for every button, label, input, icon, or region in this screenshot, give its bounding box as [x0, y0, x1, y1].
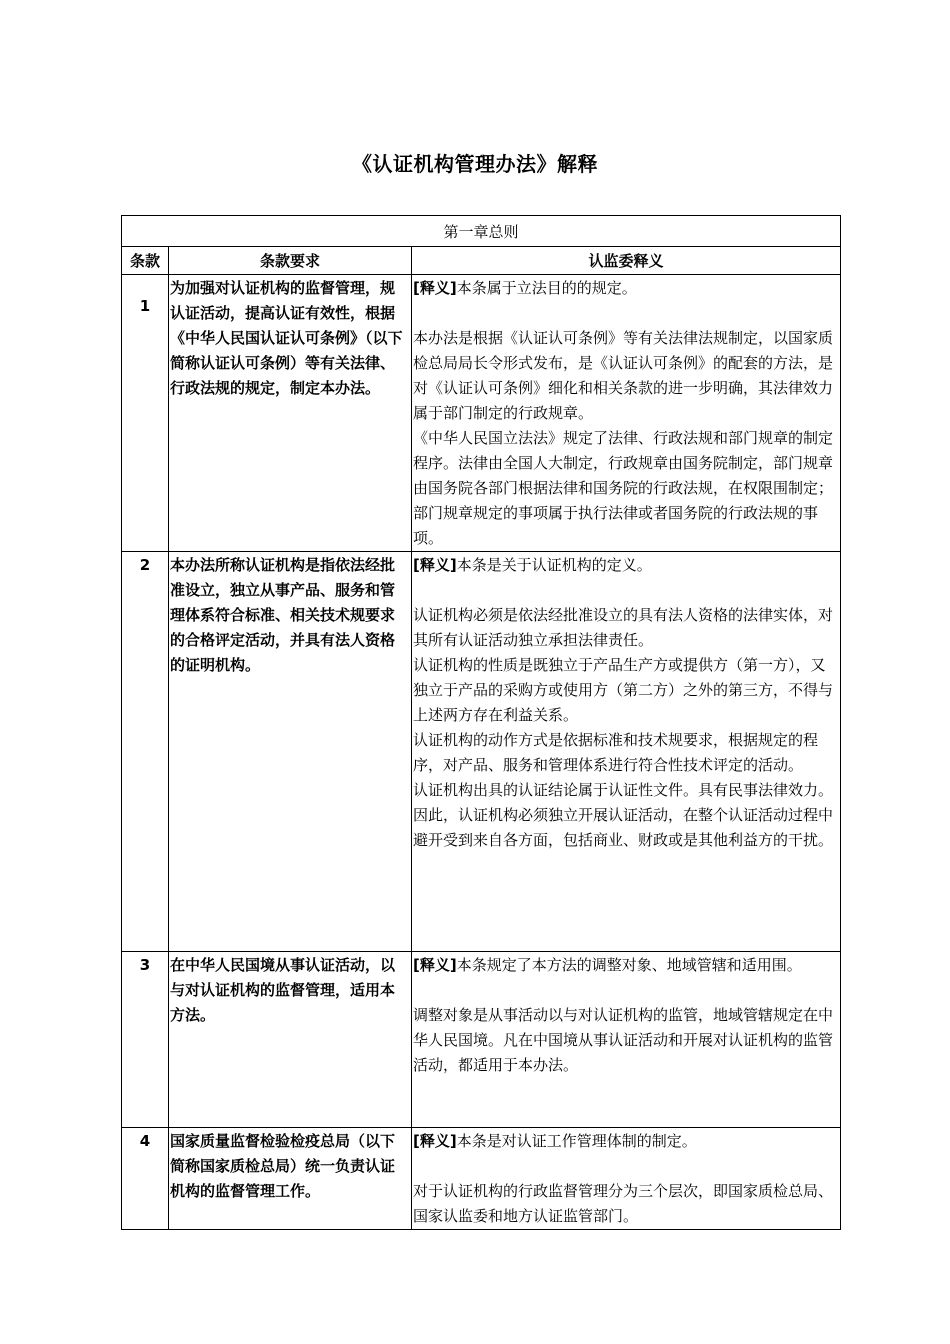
interpretation-label: [释义]: [413, 1132, 457, 1150]
interpretation-paragraph: 认证机构的动作方式是依据标准和技术规要求，根据规定的程序，对产品、服务和管理体系进行符合性技术评定的活动。: [413, 731, 819, 774]
interpretation-paragraph: 因此，认证机构必须独立开展认证活动，在整个认证活动过程中避开受到来自各方面，包括商业、财政或是其他利益方的干扰。: [413, 806, 834, 849]
interpretation-paragraph: 认证机构的性质是既独立于产品生产方或提供方（第一方），又独立于产品的采购方或使用方（第二方）之外的第三方，不得与上述两方存在利益关系。: [413, 656, 834, 724]
interpretation-paragraph: 本办法是根据《认证认可条例》等有关法律法规制定，以国家质检总局局长令形式发布，是《认证认可条例》的配套的方法，是对《认证认可条例》细化和相关条款的进一步明确，其法律效力属于部门制定的行政规章。: [413, 329, 834, 422]
interpretation-label: [释义]: [413, 279, 457, 297]
header-row: [122, 247, 841, 275]
interpretation-lead: 本条属于立法目的的规定。: [456, 279, 637, 297]
clause-requirement: 为加强对认证机构的监督管理，规认证活动，提高认证有效性，根据《中华人民国认证认可条例》（以下简称认证认可条例）等有关法律、行政法规的规定，制定本办法。: [169, 275, 412, 552]
clause-number: 2: [122, 552, 169, 952]
clause-requirement: 在中华人民国境从事认证活动，以与对认证机构的监督管理，适用本方法。: [169, 952, 412, 1128]
clause-number: 3: [122, 952, 169, 1128]
table-row: [122, 1128, 841, 1230]
header-clause-requirement: 条款要求: [169, 247, 412, 275]
chapter-heading: 第一章总则: [122, 216, 841, 247]
interpretation-lead: 本条规定了本方法的调整对象、地域管辖和适用围。: [456, 956, 802, 974]
clause-number: 1: [122, 275, 169, 552]
clause-requirement: 国家质量监督检验检疫总局（以下简称国家质检总局）统一负责认证机构的监督管理工作。: [169, 1128, 412, 1230]
table-row: [122, 552, 841, 952]
header-clause-number: 条款: [122, 247, 169, 275]
interpretation-label: [释义]: [413, 956, 457, 974]
interpretation-table: [121, 215, 841, 1230]
clause-interpretation: [412, 275, 841, 552]
interpretation-label: [释义]: [413, 556, 457, 574]
table-row: [122, 952, 841, 1128]
interpretation-paragraph: 《中华人民国立法法》规定了法律、行政法规和部门规章的制定程序。法律由全国人大制定，行政规章由国务院制定，部门规章由国务院各部门根据法律和国务院的行政法规，在权限围制定；部门规章规定的事项属于执行法律或者国务院的行政法规的事项。: [413, 429, 834, 547]
clause-interpretation: [412, 552, 841, 952]
document-title: 《认证机构管理办法》解释: [352, 152, 598, 176]
interpretation-paragraph: 调整对象是从事活动以与对认证机构的监管，地域管辖规定在中华人民国境。凡在中国境从事认证活动和开展对认证机构的监管活动，都适用于本办法。: [413, 1006, 834, 1074]
header-interpretation: 认监委释义: [412, 247, 841, 275]
clause-requirement: 本办法所称认证机构是指依法经批准设立，独立从事产品、服务和管理体系符合标准、相关技术规要求的合格评定活动，并具有法人资格的证明机构。: [169, 552, 412, 952]
interpretation-paragraph: 对于认证机构的行政监督管理分为三个层次，即国家质检总局、国家认监委和地方认证监管部门。: [413, 1182, 834, 1225]
table-row: [122, 275, 841, 552]
chapter-row: [122, 216, 841, 247]
interpretation-lead: 本条是关于认证机构的定义。: [456, 556, 652, 574]
clause-interpretation: [412, 952, 841, 1128]
clause-interpretation: [412, 1128, 841, 1230]
interpretation-paragraph: 认证机构必须是依法经批准设立的具有法人资格的法律实体，对其所有认证活动独立承担法律责任。: [413, 606, 834, 649]
interpretation-lead: 本条是对认证工作管理体制的制定。: [456, 1132, 697, 1150]
interpretation-paragraph: 认证机构出具的认证结论属于认证性文件。具有民事法律效力。: [413, 781, 834, 799]
clause-number: 4: [122, 1128, 169, 1230]
